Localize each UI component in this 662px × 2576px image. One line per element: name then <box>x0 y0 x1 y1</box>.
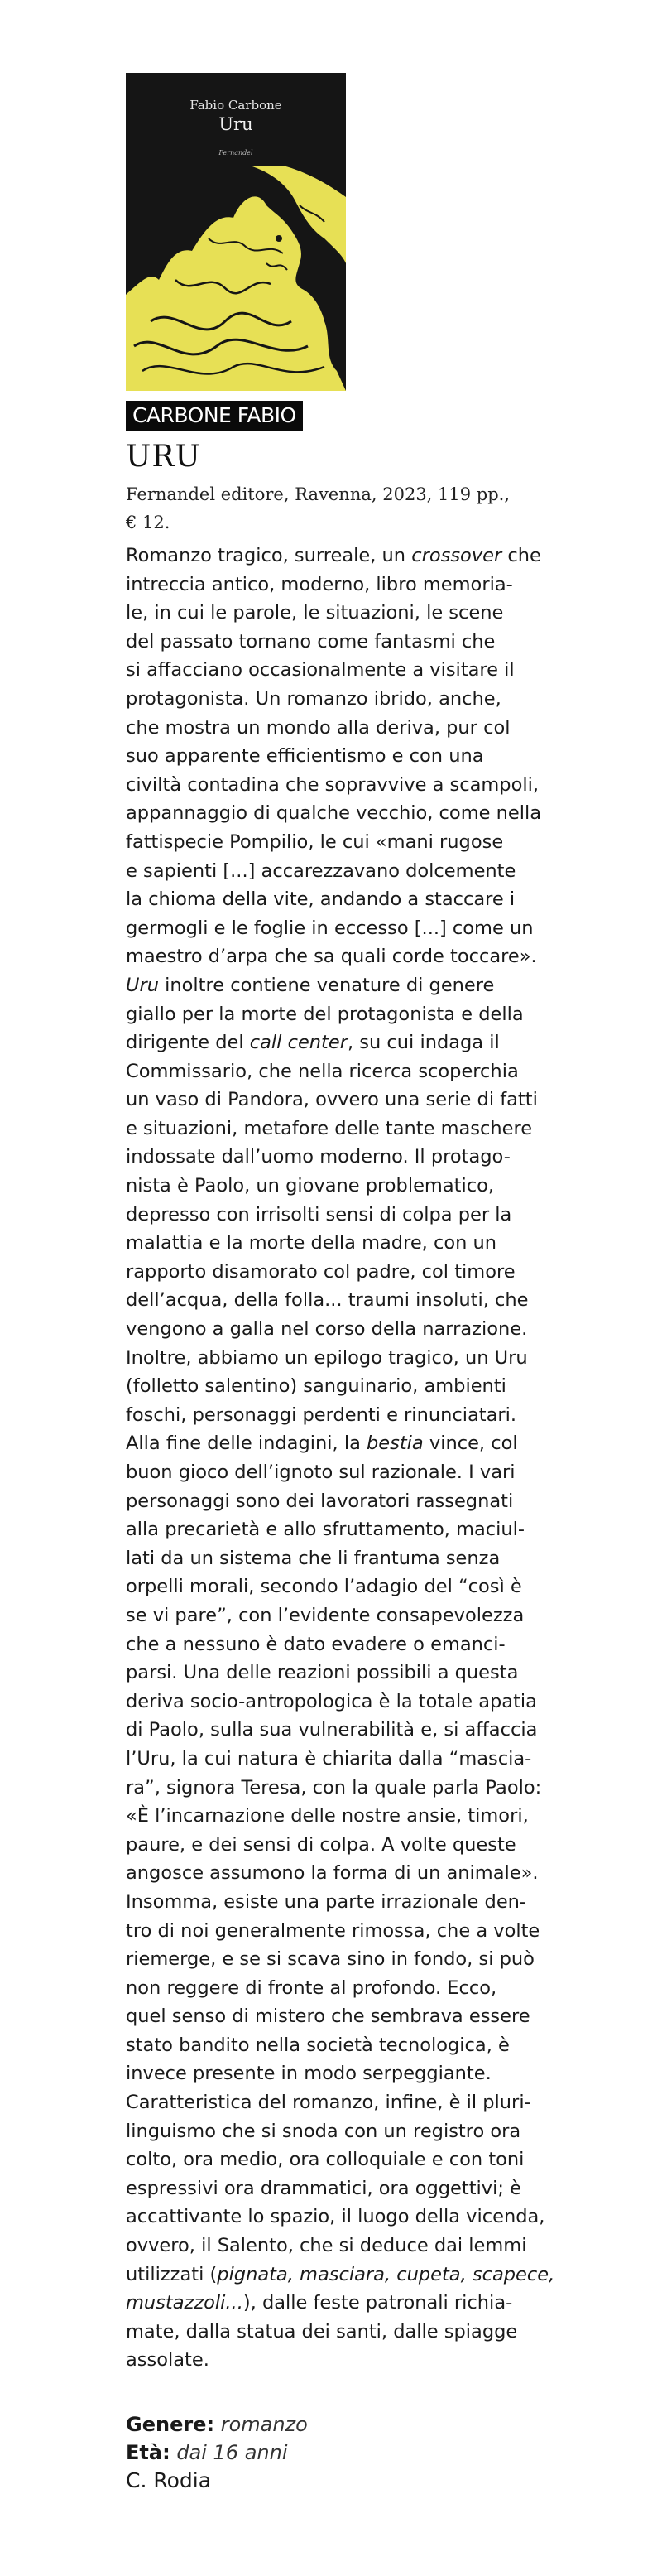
review-text-segment: dell’acqua, della folla... traumi insoluti, che <box>126 1289 529 1312</box>
age-value: dai 16 anni <box>176 2441 288 2464</box>
review-italic-term: crossover <box>411 545 502 566</box>
author-badge: CARBONE FABIO <box>126 401 303 431</box>
review-line <box>126 2174 573 2203</box>
review-text-segment: giallo per la morte del protagonista e della <box>126 1003 524 1025</box>
review-text-segment: riemerge, e se si scava sino in fondo, si può <box>126 1948 535 1971</box>
review-line <box>126 885 573 914</box>
review-italic-term: pignata, masciara, cupeta, scapece, <box>217 2263 555 2285</box>
review-line <box>126 1315 573 1344</box>
review-text-segment: intreccia antico, moderno, libro memoria- <box>126 573 513 595</box>
cover-publisher-logo: Fernandel <box>218 149 253 156</box>
book-title: URU <box>126 440 201 474</box>
genre-line <box>126 2410 308 2439</box>
review-line <box>126 1000 573 1029</box>
genre-value: romanzo <box>220 2413 308 2436</box>
publication-price: € 12. <box>126 513 170 532</box>
review-line <box>126 2117 573 2146</box>
review-line <box>126 1716 573 1745</box>
review-text-segment: malattia e la morte della madre, con un <box>126 1232 497 1254</box>
review-text-segment: depresso con irrisolti sensi di colpa per la <box>126 1203 512 1225</box>
review-line <box>126 1859 573 1888</box>
review-line <box>126 542 573 571</box>
review-line <box>126 1917 573 1946</box>
review-line <box>126 1945 573 1974</box>
review-line <box>126 1458 573 1487</box>
review-meta <box>126 2410 308 2495</box>
review-line <box>126 1372 573 1401</box>
review-line <box>126 2145 573 2174</box>
review-text-segment: alla precarietà e allo sfruttamento, maciul- <box>126 1519 525 1541</box>
review-text-segment: linguismo che si snoda con un registro ora <box>126 2120 521 2142</box>
review-line <box>126 2088 573 2117</box>
review-text-segment: (folletto salentino) sanguinario, ambienti <box>126 1375 506 1398</box>
review-line <box>126 1544 573 1573</box>
review-text-segment: vengono a galla nel corso della narrazione. <box>126 1318 528 1341</box>
review-text-segment: maestro d’arpa che sa quali corde toccare». <box>126 946 537 968</box>
review-text-segment: parsi. Una delle reazioni possibili a questa <box>126 1662 519 1684</box>
review-italic-term: mustazzoli... <box>126 2292 243 2314</box>
review-text-segment: del passato tornano come fantasmi che <box>126 630 496 652</box>
review-text-segment: stato bandito nella società tecnologica, è <box>126 2034 510 2056</box>
review-line <box>126 1745 573 1774</box>
review-line <box>126 1258 573 1287</box>
review-text-segment: foschi, personaggi perdenti e rinunciatari. <box>126 1404 517 1426</box>
review-text-segment: personaggi sono dei lavoratori rassegnati <box>126 1490 514 1512</box>
review-text-segment: che mostra un mondo alla deriva, pur col <box>126 716 511 739</box>
publication-info <box>126 480 556 537</box>
review-text-segment: angosce assumono la forma di un animale». <box>126 1862 539 1885</box>
review-line <box>126 1802 573 1831</box>
review-italic-term: Uru <box>126 974 159 996</box>
review-line <box>126 1888 573 1917</box>
book-cover <box>126 73 346 391</box>
review-text-segment: l’Uru, la cui natura è chiarita dalla “mascia- <box>126 1747 532 1769</box>
review-text-segment: lati da un sistema che li frantuma senza <box>126 1547 501 1569</box>
review-line <box>126 857 573 886</box>
review-text-segment: se vi pare”, con l’evidente consapevolezza <box>126 1604 525 1626</box>
review-text-segment: fattispecie Pompilio, le cui «mani rugose <box>126 831 504 853</box>
review-text-segment: di Paolo, sulla sua vulnerabilità e, si affaccia <box>126 1719 538 1741</box>
review-text-segment: invece presente in modo serpeggiante. <box>126 2063 492 2085</box>
review-line <box>126 1630 573 1659</box>
review-text-segment: paure, e dei sensi di colpa. A volte queste <box>126 1833 516 1856</box>
review-text-segment: deriva socio-antropologica è la totale apatia <box>126 1690 537 1712</box>
review-text-segment: accattivante lo spazio, il luogo della vicenda, <box>126 2206 545 2228</box>
review-line <box>126 1831 573 1860</box>
review-text-segment: orpelli morali, secondo l’adagio del “così è <box>126 1576 522 1598</box>
review-line <box>126 1487 573 1516</box>
review-line <box>126 685 573 714</box>
review-text-segment: vince, col <box>423 1432 518 1455</box>
review-text-segment: Romanzo tragico, surreale, un <box>126 545 412 566</box>
review-text-segment: non reggere di fronte al profondo. Ecco, <box>126 1977 497 1999</box>
review-line <box>126 628 573 657</box>
review-line <box>126 2203 573 2232</box>
review-line <box>126 599 573 628</box>
review-text-segment: che <box>501 545 541 566</box>
publication-info-line: Fernandel editore, Ravenna, 2023, 119 pp., <box>126 484 511 504</box>
review-line <box>126 1401 573 1430</box>
reviewer-signature: C. Rodia <box>126 2468 212 2492</box>
review-line <box>126 742 573 771</box>
review-line <box>126 2059 573 2088</box>
review-text-segment: espressivi ora drammatici, ora oggettivi; è <box>126 2177 521 2199</box>
review-text-segment: e sapienti [...] accarezzavano dolcemente <box>126 859 516 882</box>
review-text-segment: germogli e le foglie in eccesso [...] come un <box>126 917 534 939</box>
review-line <box>126 1086 573 1115</box>
age-label: Età: <box>126 2441 170 2464</box>
cover-author: Fabio Carbone <box>189 98 282 113</box>
review-line <box>126 914 573 943</box>
review-text-segment: le, in cui le parole, le situazioni, le scene <box>126 602 504 624</box>
review-text-segment: assolate. <box>126 2349 209 2371</box>
review-text-segment: appannaggio di qualche vecchio, come nella <box>126 802 541 825</box>
review-text-segment: civiltà contadina che sopravvive a scampoli, <box>126 773 540 796</box>
review-line <box>126 1286 573 1315</box>
review-italic-term: call center <box>249 1032 348 1054</box>
review-line <box>126 1143 573 1172</box>
review-italic-term: bestia <box>367 1432 424 1455</box>
review-line <box>126 2318 573 2347</box>
review-line <box>126 1028 573 1057</box>
review-text-segment: tro di noi generalmente rimossa, che a volte <box>126 1919 540 1942</box>
review-line <box>126 1172 573 1201</box>
review-line <box>126 1774 573 1803</box>
review-line <box>126 2002 573 2031</box>
review-text <box>126 542 573 2375</box>
review-line <box>126 1201 573 1230</box>
review-text-segment: buon gioco dell’ignoto sul razionale. I vari <box>126 1461 516 1483</box>
review-text-segment: un vaso di Pandora, ovvero una serie di fatti <box>126 1089 538 1111</box>
review-text-segment: rapporto disamorato col padre, col timore <box>126 1260 516 1283</box>
review-text-segment: indossate dall’uomo moderno. Il protago- <box>126 1146 511 1168</box>
review-line <box>126 571 573 599</box>
review-text-segment: , su cui indaga il <box>347 1032 500 1054</box>
review-text-segment: inoltre contiene venature di genere <box>158 974 495 996</box>
review-text-segment: Alla fine delle indagini, la <box>126 1432 367 1455</box>
review-line <box>126 2261 573 2290</box>
review-line <box>126 971 573 1000</box>
review-line <box>126 2031 573 2060</box>
review-text-segment: utilizzati ( <box>126 2263 218 2285</box>
age-line <box>126 2439 308 2467</box>
review-line <box>126 1057 573 1086</box>
review-text-segment: colto, ora medio, ora colloquiale e con toni <box>126 2149 525 2171</box>
review-line <box>126 828 573 857</box>
review-text-segment: quel senso di mistero che sembrava essere <box>126 2005 530 2028</box>
review-line <box>126 656 573 685</box>
review-line <box>126 1515 573 1544</box>
review-text-segment: protagonista. Un romanzo ibrido, anche, <box>126 687 501 710</box>
review-line <box>126 799 573 828</box>
cover-title: Uru <box>218 114 253 134</box>
review-line <box>126 2232 573 2261</box>
review-line <box>126 1429 573 1458</box>
review-text-segment: Caratteristica del romanzo, infine, è il pluri- <box>126 2092 531 2114</box>
review-text-segment: «È l’incarnazione delle nostre ansie, timori, <box>126 1805 529 1827</box>
review-text-segment: dirigente del <box>126 1032 250 1054</box>
review-text-segment: ra”, signora Teresa, con la quale parla Paolo: <box>126 1776 542 1798</box>
review-line <box>126 1572 573 1601</box>
review-line <box>126 714 573 743</box>
review-line <box>126 771 573 800</box>
review-text-segment: Commissario, che nella ricerca scoperchia <box>126 1060 519 1082</box>
review-line <box>126 1115 573 1144</box>
review-text-segment: che a nessuno è dato evadere o emanci- <box>126 1633 506 1655</box>
review-line <box>126 1344 573 1373</box>
review-text-segment: ovvero, il Salento, che si deduce dai lemmi <box>126 2235 527 2257</box>
review-text-segment: Inoltre, abbiamo un epilogo tragico, un Uru <box>126 1346 528 1369</box>
review-text-segment: si affacciano occasionalmente a visitare il <box>126 659 515 681</box>
review-line <box>126 2346 573 2375</box>
review-text-segment: mate, dalla statua dei santi, dalle spiagge <box>126 2320 518 2342</box>
review-text-segment: suo apparente efficientismo e con una <box>126 745 484 768</box>
review-text-segment: ), dalle feste patronali richia- <box>242 2292 513 2314</box>
review-line <box>126 1601 573 1630</box>
review-text-segment: e situazioni, metafore delle tante maschere <box>126 1117 533 1139</box>
review-line <box>126 1229 573 1258</box>
review-text-segment: Insomma, esiste una parte irrazionale den- <box>126 1890 527 1913</box>
review-line <box>126 1974 573 2003</box>
review-line <box>126 1659 573 1688</box>
review-line <box>126 942 573 971</box>
review-text-segment: la chioma della vite, andando a staccare i <box>126 888 516 911</box>
review-line <box>126 2289 573 2318</box>
review-text-segment: nista è Paolo, un giovane problematico, <box>126 1175 495 1197</box>
review-line <box>126 1688 573 1717</box>
genre-label: Genere: <box>126 2413 215 2436</box>
